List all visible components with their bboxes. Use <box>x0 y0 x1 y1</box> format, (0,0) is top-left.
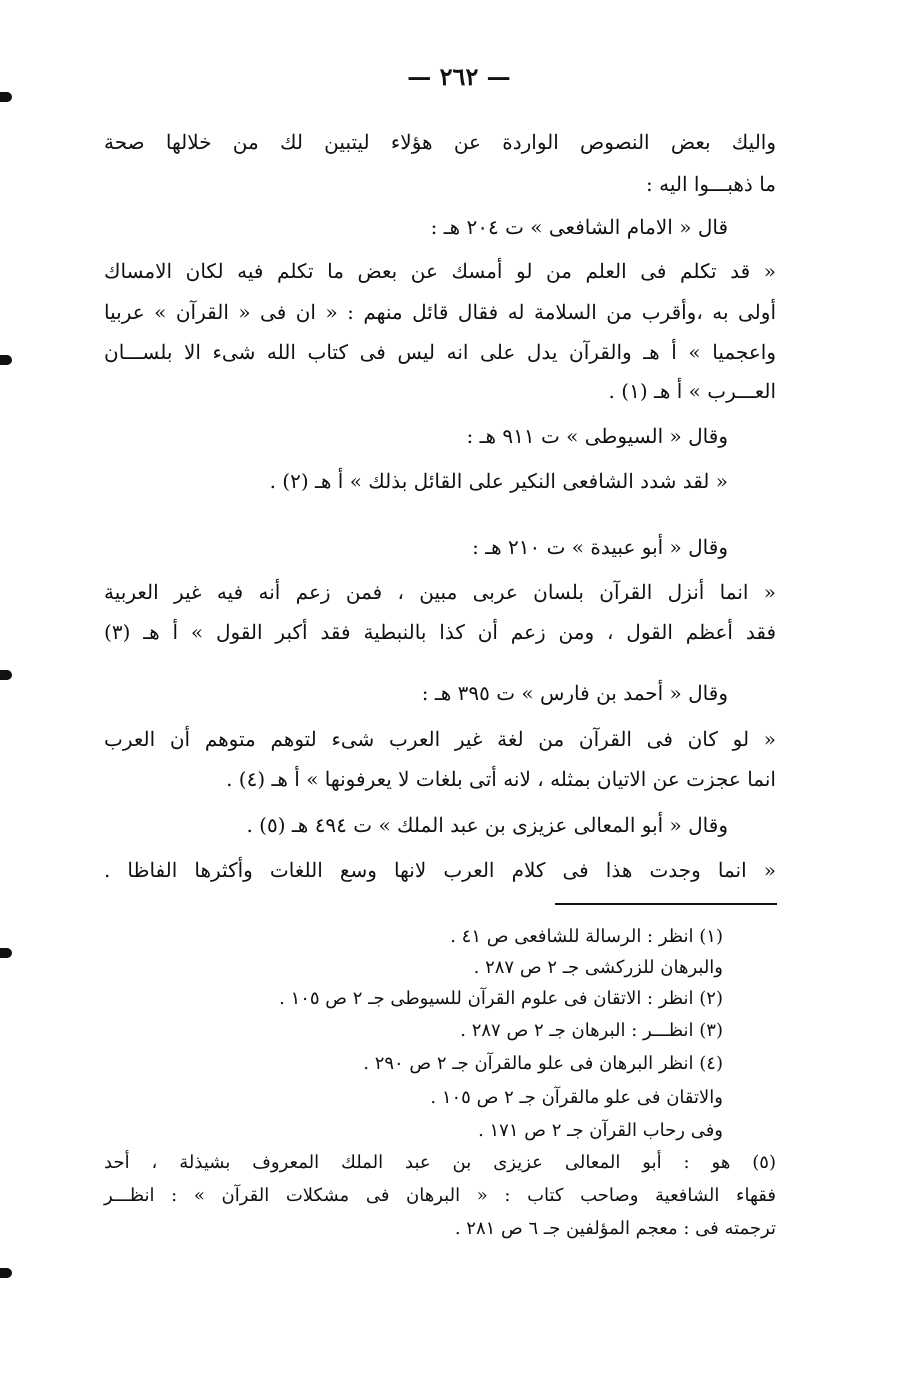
quote-attribution-ibn-faris: وقال « أحمد بن فارس » ت ٣٩٥ هـ : <box>421 681 728 705</box>
body-line-11: « انما أنزل القرآن بلسان عربى مبين ، فمن زعم أنه فيه غير العربية <box>104 580 776 604</box>
body-line-14: « لو كان فى القرآن من لغة غير العرب شىء لتوهم متوهم أن العرب <box>104 727 776 751</box>
scan-margin-mark <box>0 948 12 958</box>
body-line-4: « قد تكلم فى العلم من لو أمسك عن بعض ما تكلم فيه لكان الامساك <box>104 259 776 283</box>
footnote-3: (٣) انظـــر : البرهان جـ ٢ ص ٢٨٧ . <box>460 1020 723 1041</box>
scan-margin-mark <box>0 92 12 102</box>
footnote-separator <box>555 903 777 905</box>
footnote-2: (٢) انظر : الاتقان فى علوم القرآن للسيوطى جـ ٢ ص ١٠٥ . <box>279 988 723 1009</box>
footnote-1: (١) انظر : الرسالة للشافعى ص ٤١ . <box>450 926 723 947</box>
quote-attribution-abu-ubayda: وقال « أبو عبيدة » ت ٢١٠ هـ : <box>472 535 728 559</box>
scan-margin-mark <box>0 1268 12 1278</box>
footnote-1-cont: والبرهان للزركشى جـ ٢ ص ٢٨٧ . <box>473 957 723 978</box>
footnote-4: (٤) انظر البرهان فى علو مالقرآن جـ ٢ ص ٢٩٠ . <box>363 1053 723 1074</box>
body-line-5: أولى به ،وأقرب من السلامة له فقال قائل منهم : « ان فى « القرآن » عربيا <box>104 300 776 324</box>
body-line-12: فقد أعظم القول ، ومن زعم أن كذا بالنبطية فقد أكبر القول » أ هـ (٣) <box>104 620 776 644</box>
body-line-1: واليك بعض النصوص الواردة عن هؤلاء ليتبين لك من خلالها صحة <box>104 130 777 154</box>
body-line-9: « لقد شدد الشافعى النكير على القائل بذلك » أ هـ (٢) . <box>269 469 728 493</box>
footnote-4-cont-2: وفى رحاب القرآن جـ ٢ ص ١٧١ . <box>478 1120 723 1141</box>
footnote-5-cont-2: ترجمته فى : معجم المؤلفين جـ ٦ ص ٢٨١ . <box>454 1218 776 1239</box>
body-line-2: ما ذهبـــوا اليه : <box>646 172 776 196</box>
body-line-15: انما عجزت عن الاتيان بمثله ، لانه أتى بلغات لا يعرفونها » أ هـ (٤) . <box>226 767 776 791</box>
scan-margin-mark <box>0 670 12 680</box>
body-line-17: « انما وجدت هذا فى كلام العرب لانها وسع اللغات وأكثرها الفاظا . <box>104 858 776 882</box>
quote-attribution-shafii: قال « الامام الشافعى » ت ٢٠٤ هـ : <box>430 215 728 239</box>
footnote-4-cont-1: والاتقان فى علو مالقرآن جـ ٢ ص ١٠٥ . <box>430 1087 723 1108</box>
footnote-5-cont-1: فقهاء الشافعية وصاحب كتاب : « البرهان فى مشكلات القرآن » : انظـــر <box>104 1185 776 1206</box>
quote-attribution-abu-al-maali: وقال « أبو المعالى عزيزى بن عبد الملك » ت ٤٩٤ هـ (٥) . <box>246 813 728 837</box>
body-line-7: العـــرب » أ هـ (١) . <box>608 379 776 403</box>
footnote-5: (٥) هو : أبو المعالى عزيزى بن عبد الملك المعروف بشيذلة ، أحد <box>104 1152 776 1173</box>
quote-attribution-suyuti: وقال « السيوطى » ت ٩١١ هـ : <box>466 424 728 448</box>
body-line-6: واعجميا » أ هـ والقرآن يدل على انه ليس فى كتاب الله شىء الا بلســـان <box>104 340 776 364</box>
page-number: — ٢٦٢ — <box>407 62 511 91</box>
scan-margin-mark <box>0 355 12 365</box>
